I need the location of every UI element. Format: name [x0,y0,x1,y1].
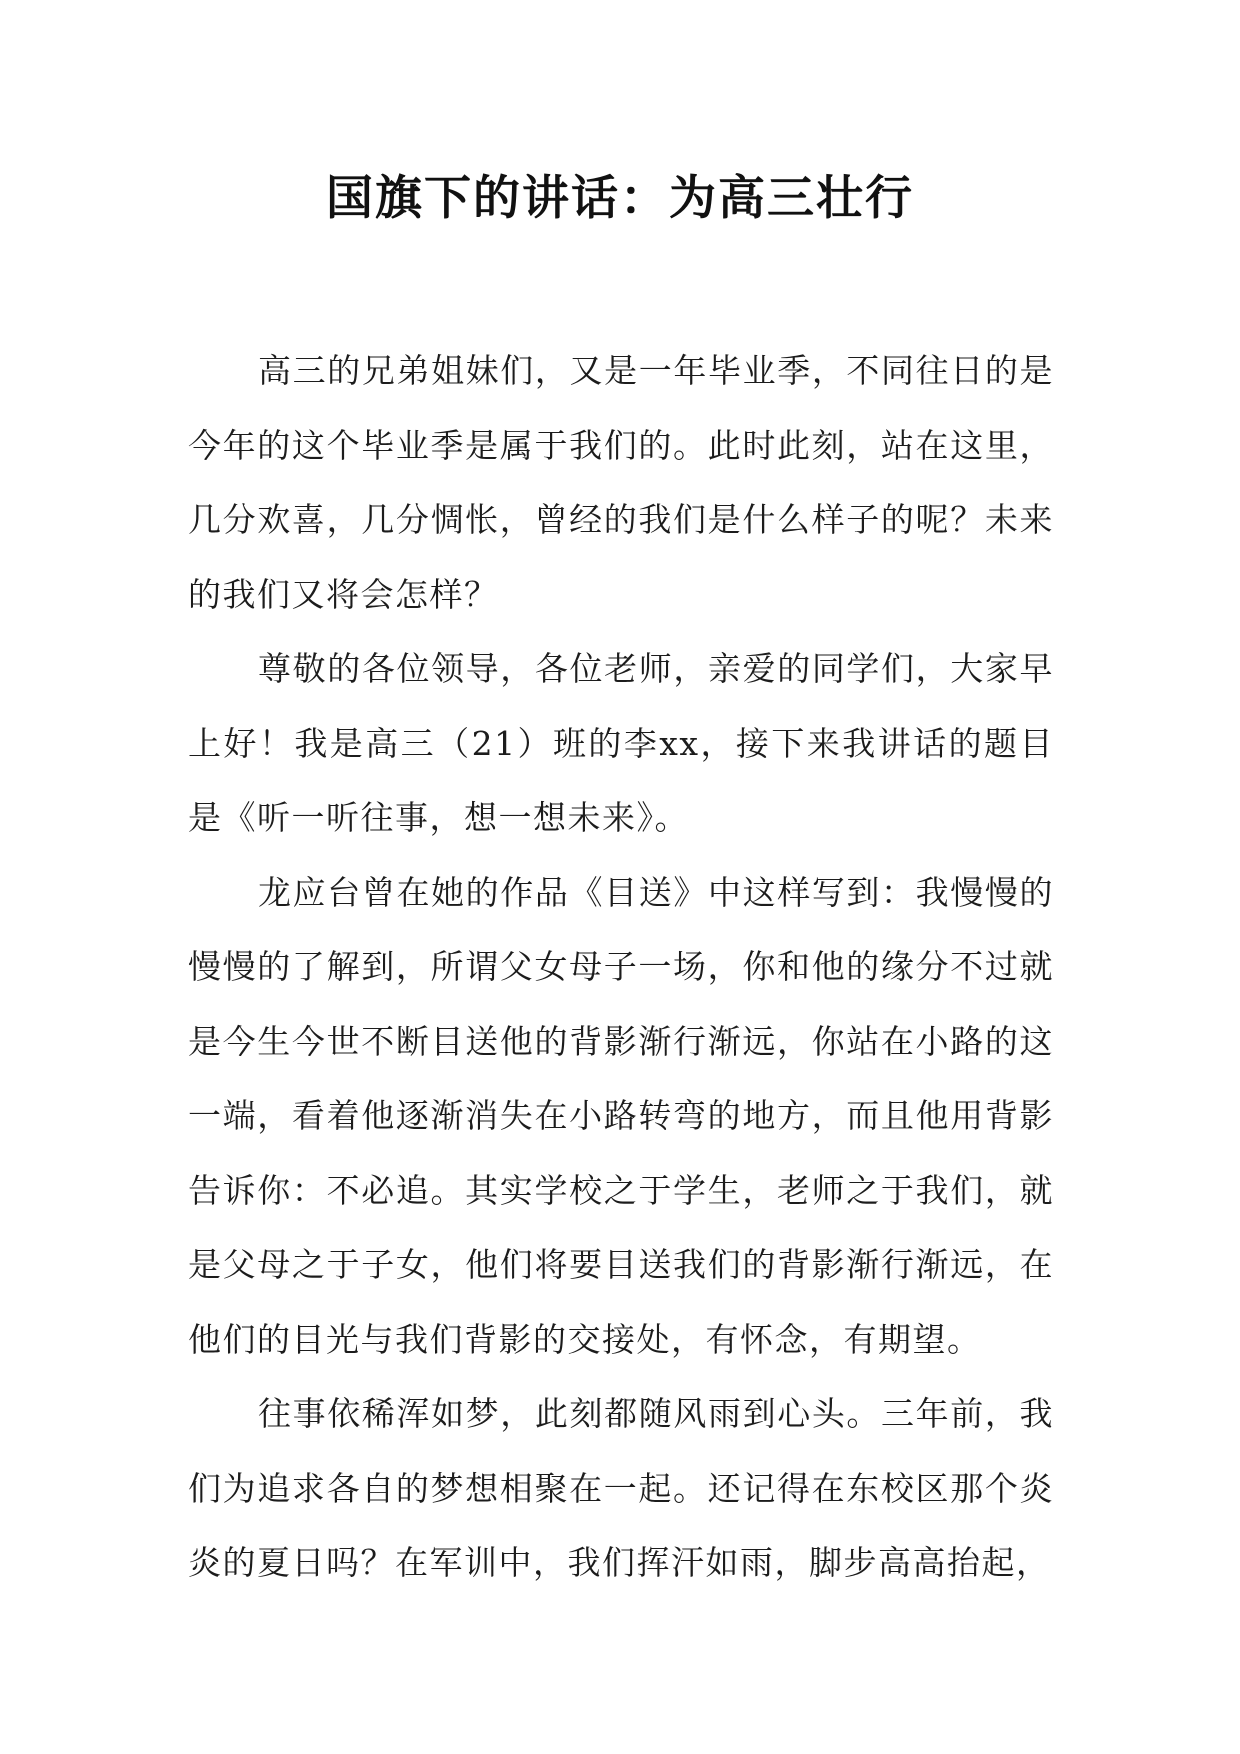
paragraph-4: 往事依稀浑如梦，此刻都随风雨到心头。三年前，我们为追求各自的梦想相聚在一起。还记得在东校区那个炎炎的夏日吗？在军训中，我们挥汗如雨，脚步高高抬起， [188,1394,1054,1582]
document-body [188,334,1054,1601]
paragraph-1: 高三的兄弟姐妹们，又是一年毕业季，不同往日的是今年的这个毕业季是属于我们的。此时此刻，站在这里，几分欢喜，几分惆怅，曾经的我们是什么样子的呢？未来的我们又将会怎样？ [188,351,1054,614]
paragraph-2: 尊敬的各位领导，各位老师，亲爱的同学们，大家早上好！我是高三（21）班的李xx，接下来我讲话的题目是《听一听往事，想一想未来》。 [188,649,1054,837]
paragraph-3: 龙应台曾在她的作品《目送》中这样写到：我慢慢的慢慢的了解到，所谓父女母子一场，你和他的缘分不过就是今生今世不断目送他的背影渐行渐远，你站在小路的这一端，看着他逐渐消失在小路转弯的地方，而且他用背影告诉你：不必追。其实学校之于学生，老师之于我们，就是父母之于子女，他们将要目送我们的背影渐行渐远，在他们的目光与我们背影的交接处，有怀念，有期望。 [188,872,1054,1359]
document-title: 国旗下的讲话：为高三壮行 [326,171,914,226]
